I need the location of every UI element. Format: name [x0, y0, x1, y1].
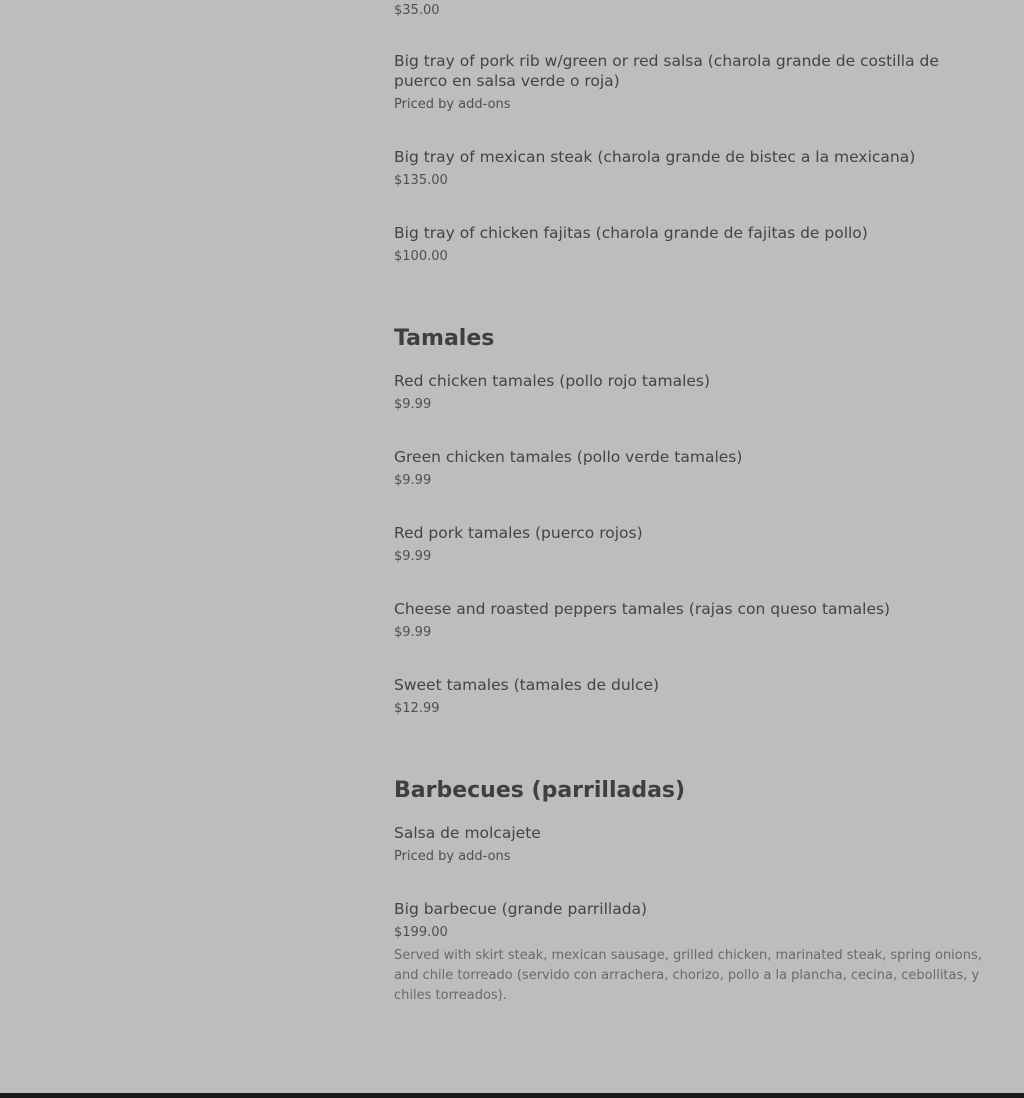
item-price: Priced by add-ons	[394, 97, 511, 112]
item-name: Big tray of mexican steak (charola grande de bistec a la mexicana)	[394, 148, 916, 166]
section-title-barbecues: Barbecues (parrilladas)	[394, 778, 686, 803]
item-price: $9.99	[394, 397, 432, 412]
item-price: Priced by add-ons	[394, 849, 511, 864]
menu-item[interactable]	[394, 51, 984, 114]
menu-item[interactable]	[394, 675, 984, 718]
footer-bar	[0, 1093, 1024, 1098]
item-name: Salsa de molcajete	[394, 824, 541, 842]
menu-item[interactable]	[394, 147, 984, 190]
menu-item[interactable]	[394, 823, 984, 866]
item-name: Big tray of chicken fajitas (charola grande de fajitas de pollo)	[394, 224, 868, 242]
item-description: Served with skirt steak, mexican sausage, grilled chicken, marinated steak, spring onions, and chile torreado (servido con arrachera, chorizo, pollo a la plancha, cecina, cebollitas, y chiles torreados).	[394, 948, 982, 1003]
item-name: Big barbecue (grande parrillada)	[394, 900, 648, 918]
menu-item[interactable]	[394, 599, 984, 642]
item-name: Red pork tamales (puerco rojos)	[394, 524, 643, 542]
item-price: $12.99	[394, 701, 440, 716]
item-price: $9.99	[394, 549, 432, 564]
item-price: $9.99	[394, 473, 432, 488]
menu-item[interactable]	[394, 447, 984, 490]
menu-item[interactable]	[394, 523, 984, 566]
item-price: $199.00	[394, 925, 448, 940]
item-price: $135.00	[394, 173, 448, 188]
item-price: $9.99	[394, 625, 432, 640]
item-name: Green chicken tamales (pollo verde tamales)	[394, 448, 743, 466]
item-price: $100.00	[394, 249, 448, 264]
menu-item[interactable]	[394, 899, 984, 1006]
menu-item[interactable]	[394, 223, 984, 266]
menu-item[interactable]	[394, 371, 984, 414]
item-price: $35.00	[394, 3, 440, 18]
item-name: Red chicken tamales (pollo rojo tamales)	[394, 372, 711, 390]
item-name: Sweet tamales (tamales de dulce)	[394, 676, 660, 694]
item-name: Cheese and roasted peppers tamales (rajas con queso tamales)	[394, 600, 891, 618]
item-name: Big tray of pork rib w/green or red salsa (charola grande de costilla de puerco en salsa verde o roja)	[394, 52, 939, 90]
section-title-tamales: Tamales	[394, 326, 495, 351]
